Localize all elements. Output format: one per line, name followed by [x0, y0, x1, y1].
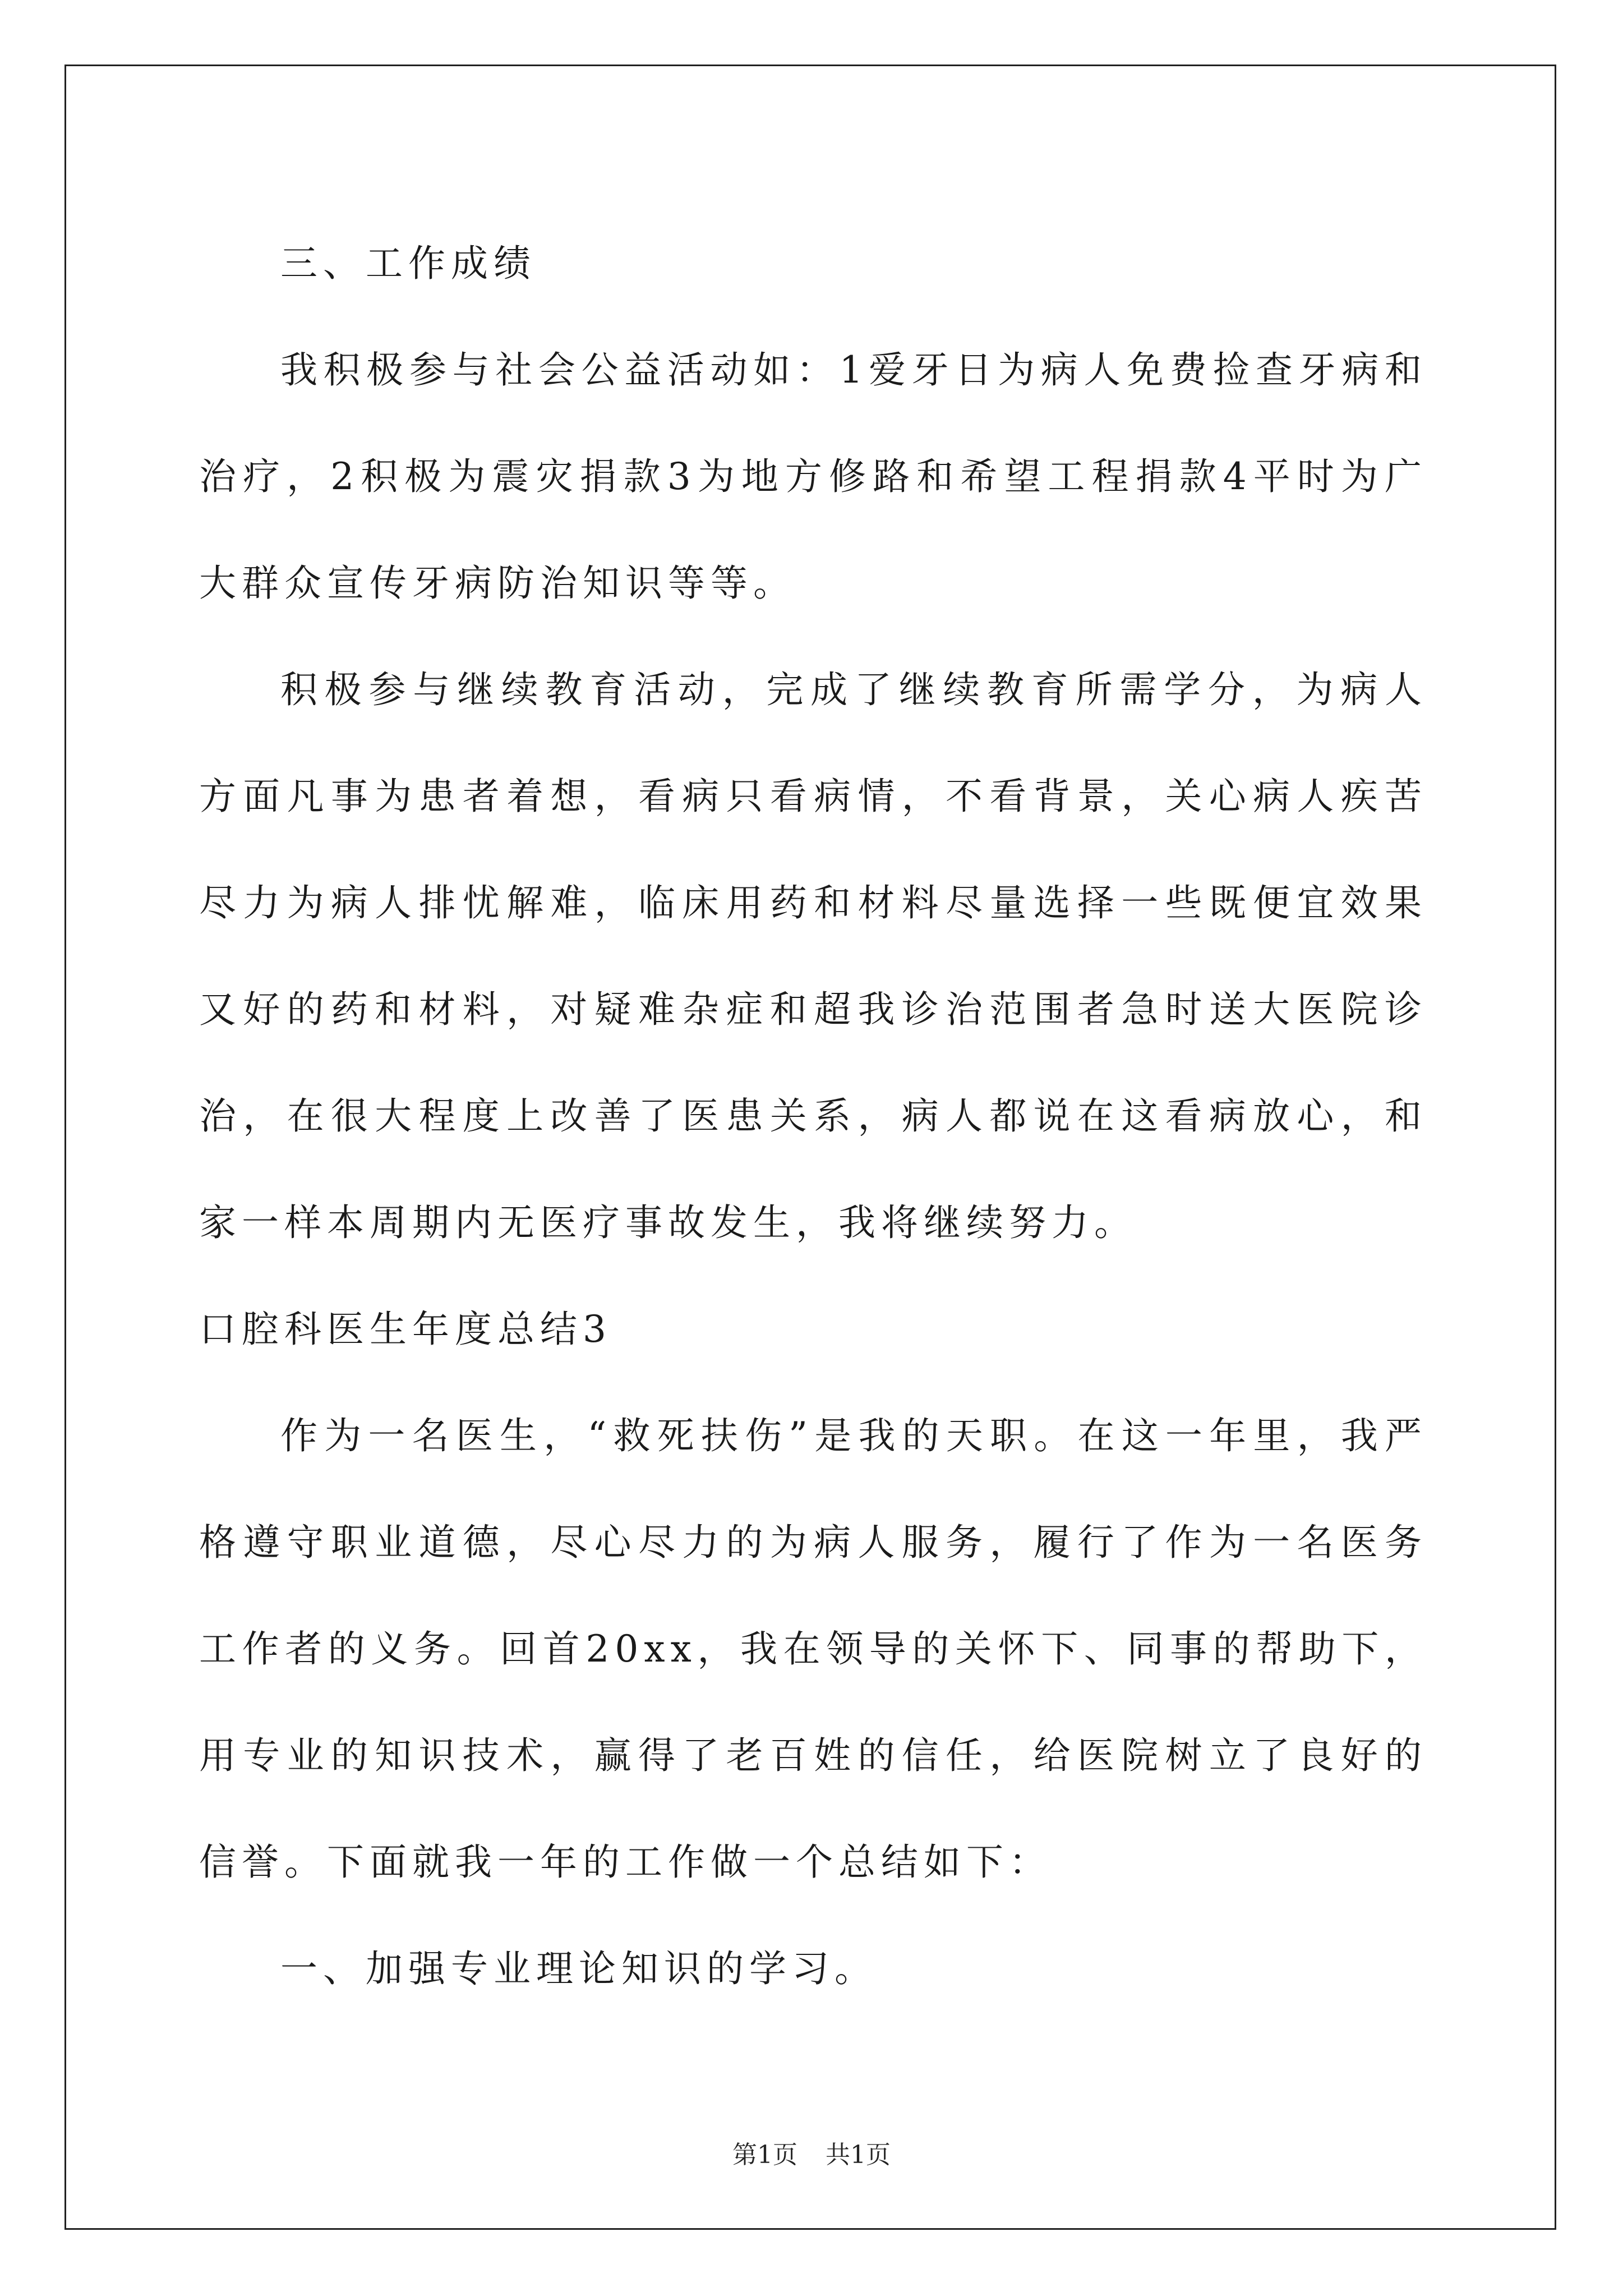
paragraph-intro: 作为一名医生，“救死扶伤”是我的天职。在这一年里，我严格遵守职业道德，尽心尽力的为病人服务，履行了作为一名医务工作者的义务。回首20xx，我在领导的关怀下、同事的帮助下，用专业的知识技术，赢得了老百姓的信任，给医院树立了良好的信誉。下面就我一年的工作做一个总结如下：: [199, 1414, 1427, 1884]
page-total: 共1页: [826, 2141, 891, 2169]
page-number: 第1页: [732, 2141, 797, 2169]
document-title-3: 口腔科医生年度总结3: [199, 1308, 612, 1351]
section-1-heading: 一、加强专业理论知识的学习。: [280, 1947, 877, 1990]
paragraph-continuing-education: 积极参与继续教育活动，完成了继续教育所需学分，为病人方面凡事为患者着想，看病只看病情，不看背景，关心病人疾苦尽力为病人排忧解难，临床用药和材料尽量选择一些既便宜效果又好的药和材料，对疑难杂症和超我诊治范围者急时送大医院诊治，在很大程度上改善了医患关系，病人都说在这看病放心，和家一样本周期内无医疗事故发生，我将继续努力。: [199, 668, 1427, 1244]
section-3-heading: 三、工作成绩: [280, 242, 536, 285]
document-body: [199, 210, 1427, 2022]
paragraph-public-welfare: 我积极参与社会公益活动如：1爱牙日为病人免费捡查牙病和治疗，2积极为震灾捐款3为地方修路和希望工程捐款4平时为广大群众宣传牙病防治知识等等。: [199, 348, 1427, 605]
page-footer: [0, 2134, 1623, 2170]
